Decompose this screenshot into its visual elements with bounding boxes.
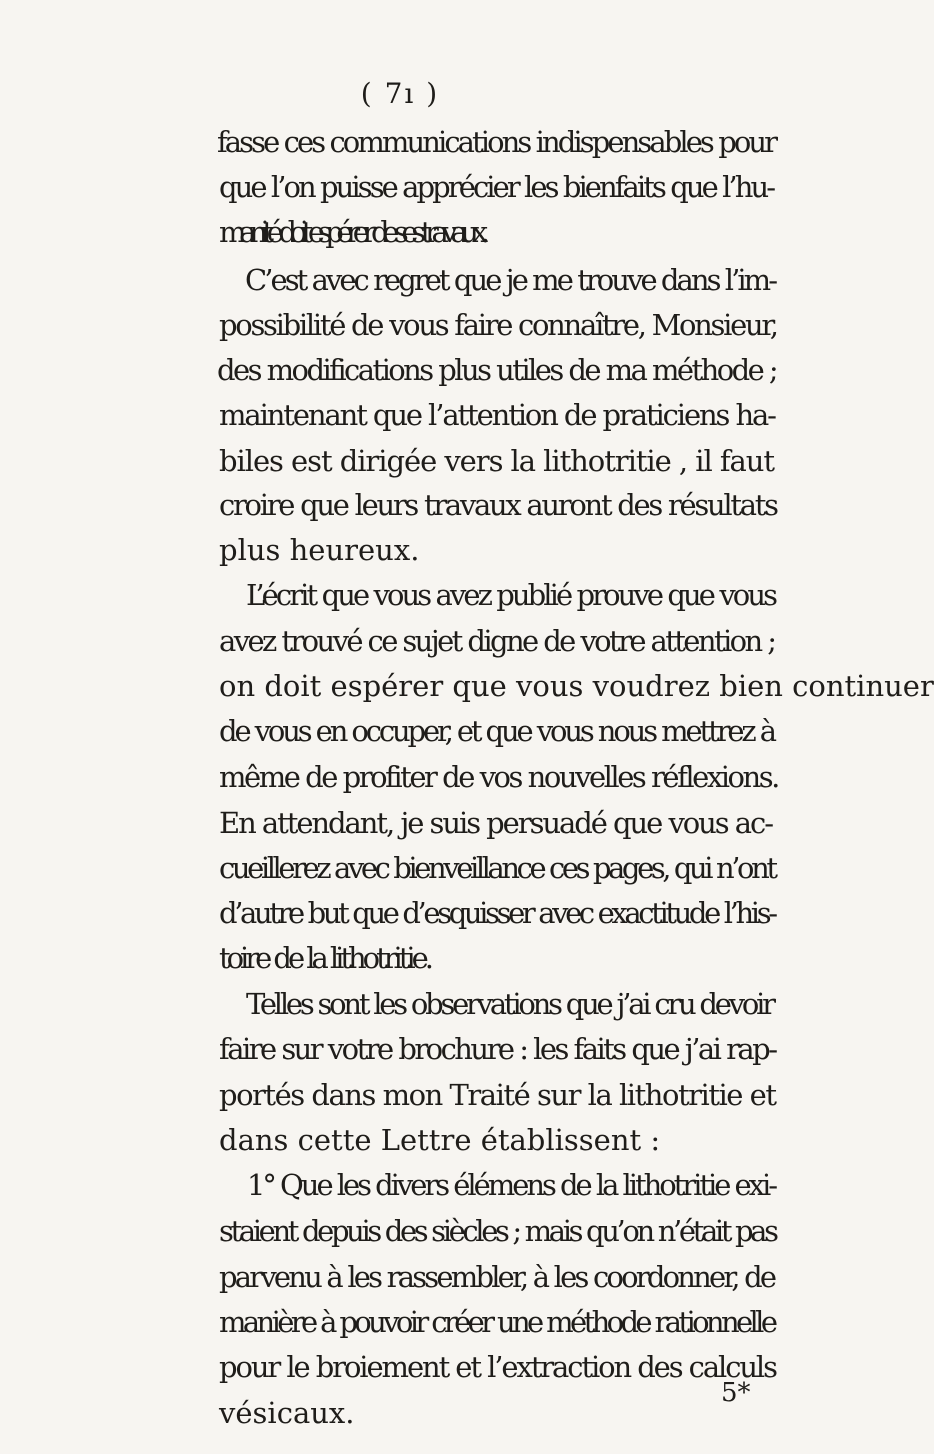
line-text: de vous en occuper, et que vous nous mettrez à xyxy=(219,714,774,748)
text-line xyxy=(0,1116,800,1164)
text-line xyxy=(0,301,800,349)
line-text: Telles sont les observations que j’ai cru devoir xyxy=(246,987,773,1021)
text-line xyxy=(0,617,800,665)
text-line xyxy=(0,1025,800,1073)
line-text: dans cette Lettre établissent : xyxy=(219,1123,661,1157)
line-text: pour le broiement et l’extraction des calculs xyxy=(219,1350,776,1384)
text-line xyxy=(0,526,800,574)
text-line xyxy=(0,437,800,485)
text-line xyxy=(0,707,800,755)
text-line xyxy=(0,118,800,166)
line-text: staient depuis des siècles ; mais qu’on n’était pas xyxy=(219,1214,776,1248)
text-line xyxy=(0,1343,800,1391)
line-text: portés dans mon Traité sur la lithotritie et xyxy=(219,1078,776,1112)
line-text: C’est avec regret que je me trouve dans l’im- xyxy=(245,263,776,297)
text-line xyxy=(0,1207,800,1255)
line-text: biles est dirigée vers la lithotritie , il faut xyxy=(219,444,774,478)
line-text: des modifications plus utiles de ma méthode ; xyxy=(217,353,777,387)
line-text: manité doit espérer de ses travaux. xyxy=(219,215,483,249)
text-line xyxy=(0,391,800,439)
text-line xyxy=(0,980,800,1028)
line-text: que l’on puisse apprécier les bienfaits que l’hu- xyxy=(219,170,774,204)
line-text: 1° Que les divers élémens de la lithotritie exi- xyxy=(247,1168,775,1202)
printer-signature: 5* xyxy=(721,1378,751,1408)
line-text: d’autre but que d’esquisser avec exactitude l’his- xyxy=(219,896,775,930)
text-line xyxy=(0,753,800,801)
text-line xyxy=(0,1298,800,1346)
line-text: cueillerez avec bienveillance ces pages, qui n’ont xyxy=(219,851,775,885)
line-text: avez trouvé ce sujet digne de votre attention ; xyxy=(219,624,775,658)
text-line xyxy=(0,1161,800,1209)
line-text: possibilité de vous faire connaître, Monsieur, xyxy=(219,308,777,342)
text-line xyxy=(0,889,800,937)
text-line xyxy=(0,481,800,529)
text-line xyxy=(0,844,800,892)
line-text: parvenu à les rassembler, à les coordonner, de xyxy=(219,1260,775,1294)
text-line xyxy=(0,163,800,211)
line-text: croire que leurs travaux auront des résultats xyxy=(219,488,777,522)
line-text: maintenant que l’attention de praticiens ha- xyxy=(219,398,775,432)
text-line xyxy=(0,208,800,256)
text-line xyxy=(0,346,800,394)
text-line xyxy=(0,1253,800,1301)
line-text: fasse ces communications indispensables pour xyxy=(217,125,776,159)
text-line xyxy=(0,799,800,847)
text-line xyxy=(0,1071,800,1119)
page-number: ( 7ı ) xyxy=(360,77,440,110)
text-line xyxy=(0,1389,800,1437)
text-line xyxy=(0,934,800,982)
line-text: toire de la lithotritie. xyxy=(219,941,430,975)
line-text: on doit espérer que vous voudrez bien continuer xyxy=(219,669,934,703)
text-line xyxy=(0,662,934,710)
line-text: manière à pouvoir créer une méthode rationnelle xyxy=(219,1305,775,1339)
line-text: En attendant, je suis persuadé que vous ac- xyxy=(219,806,772,840)
text-line xyxy=(0,256,800,304)
line-text: même de profiter de vos nouvelles réflexions. xyxy=(219,760,778,794)
line-text: plus heureux. xyxy=(219,533,420,567)
text-line xyxy=(0,571,800,619)
line-text: L’écrit que vous avez publié prouve que vous xyxy=(246,578,776,612)
line-text: vésicaux. xyxy=(219,1396,355,1430)
line-text: faire sur votre brochure : les faits que j’ai rap- xyxy=(219,1032,776,1066)
